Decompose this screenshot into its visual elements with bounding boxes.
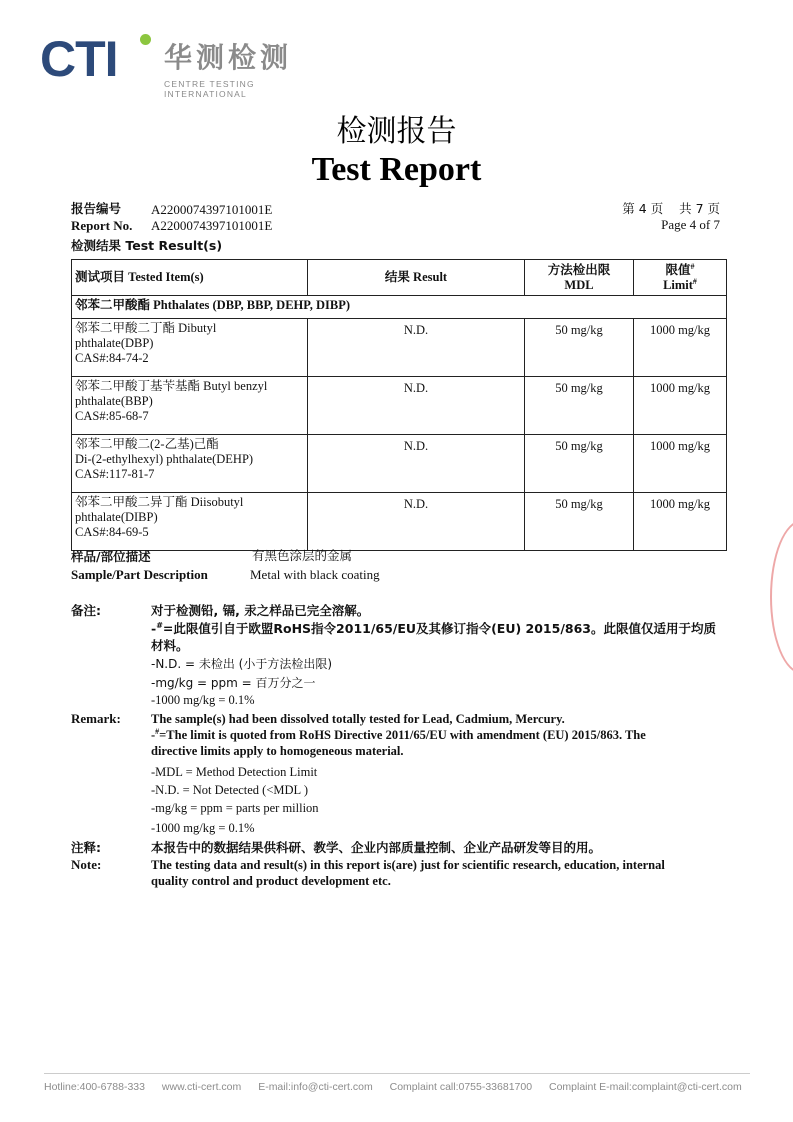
logo-cti-text: CTI xyxy=(40,31,118,87)
remark-label-en: Remark: xyxy=(71,711,121,726)
sample-value-en: Metal with black coating xyxy=(250,567,380,582)
header-limit: 限值# Limit# xyxy=(634,260,727,296)
cell-result: N.D. xyxy=(308,319,525,377)
remark-en-line: The sample(s) had been dissolved totally tested for Lead, Cadmium, Mercury. xyxy=(151,712,565,726)
note-text-cn: 本报告中的数据结果供科研、教学、企业内部质量控制、企业产品研发等目的用。 xyxy=(151,840,602,855)
page-number-cn: 第 4 页 共 7 页 xyxy=(622,201,720,216)
remark-cn-line: 对于检测铅, 镉, 汞之样品已完全溶解。 xyxy=(151,603,370,618)
remark-cn-line: -1000 mg/kg = 0.1% xyxy=(151,693,255,707)
footer xyxy=(44,1081,754,1093)
cell-mdl: 50 mg/kg xyxy=(525,319,634,377)
seal-stamp-edge xyxy=(770,520,793,674)
item-cas: CAS#:84-69-5 xyxy=(75,525,149,539)
header-tested-item: 测试项目 Tested Item(s) xyxy=(72,260,308,296)
footer-divider xyxy=(44,1073,750,1074)
header-limit-cn: 限值 xyxy=(665,262,691,277)
note-label-cn: 注释: xyxy=(71,840,101,855)
cell-item xyxy=(72,377,308,435)
title-english: Test Report xyxy=(311,151,482,188)
cell-limit: 1000 mg/kg xyxy=(634,493,727,551)
remark-cn-line: -N.D. = 未检出 (小于方法检出限) xyxy=(151,657,333,671)
item-cas: CAS#:84-74-2 xyxy=(75,351,149,365)
logo-chinese-name: 华测检测 xyxy=(164,41,293,74)
remark-en-line: -1000 mg/kg = 0.1% xyxy=(151,821,255,835)
item-cas: CAS#:117-81-7 xyxy=(75,467,155,481)
item-line: 邻苯二甲酸二丁酯 Dibutyl xyxy=(75,321,217,335)
table-group-row xyxy=(72,296,727,319)
cell-limit: 1000 mg/kg xyxy=(634,377,727,435)
logo-english-name: CENTRE TESTING INTERNATIONAL xyxy=(164,79,255,99)
cell-item xyxy=(72,435,308,493)
note-label-en: Note: xyxy=(71,857,102,872)
item-line: phthalate(DIBP) xyxy=(75,510,158,524)
logo-dot-icon xyxy=(140,34,151,45)
remark-cn-text: =此限值引自于欧盟RoHS指令2011/65/EU及其修订指令(EU) 2015/863。此限值仅适用于均质 xyxy=(162,621,716,636)
report-no-value-cn: A2200074397101001E xyxy=(151,202,273,217)
cell-item xyxy=(72,319,308,377)
remark-cn-line: -#=此限值引自于欧盟RoHS指令2011/65/EU及其修订指令(EU) 2015/863。此限值仅适用于均质 xyxy=(151,620,716,636)
header-mdl-cn: 方法检出限 xyxy=(547,262,611,277)
note-text-en-line2: quality control and product development etc. xyxy=(151,874,391,888)
item-cas: CAS#:85-68-7 xyxy=(75,409,149,423)
remark-en-line: -MDL = Method Detection Limit xyxy=(151,765,318,779)
page-number-en: Page 4 of 7 xyxy=(661,217,720,232)
title-chinese: 检测报告 xyxy=(336,114,457,149)
item-line: 邻苯二甲酸二异丁酯 Diisobutyl xyxy=(75,495,244,509)
header-mdl xyxy=(525,260,634,296)
remark-en-line: -mg/kg = ppm = parts per million xyxy=(151,801,319,815)
remark-en-text: =The limit is quoted from RoHS Directive 2011/65/EU with amendment (EU) 2015/863. The xyxy=(159,728,646,742)
footer-website[interactable]: www.cti-cert.com xyxy=(161,1081,242,1093)
cell-mdl: 50 mg/kg xyxy=(525,493,634,551)
sample-value-cn: 有黑色涂层的金属 xyxy=(252,548,353,563)
remark-cn-line: 材料。 xyxy=(151,638,189,653)
remark-label-cn: 备注: xyxy=(71,603,101,618)
item-line: 邻苯二甲酸丁基苄基酯 Butyl benzyl xyxy=(75,379,268,393)
remark-en-line: -N.D. = Not Detected (<MDL ) xyxy=(151,783,308,797)
footer-complaint-call: Complaint call:0755-33681700 xyxy=(389,1081,533,1093)
footer-hotline: Hotline:400-6788-333 xyxy=(44,1081,145,1093)
cell-result: N.D. xyxy=(308,435,525,493)
footer-complaint-email[interactable]: Complaint E-mail:complaint@cti-cert.com xyxy=(548,1081,742,1093)
results-table xyxy=(71,259,727,551)
remark-en-line: -#=The limit is quoted from RoHS Directive 2011/65/EU with amendment (EU) 2015/863. The xyxy=(151,726,646,742)
report-no-label-en: Report No. xyxy=(71,218,133,233)
remark-cn-line: -mg/kg = ppm = 百万分之一 xyxy=(151,676,316,690)
cell-limit: 1000 mg/kg xyxy=(634,319,727,377)
test-result-heading: 检测结果 Test Result(s) xyxy=(71,238,223,253)
cell-mdl: 50 mg/kg xyxy=(525,377,634,435)
table-row xyxy=(72,319,727,377)
report-no-label-cn: 报告编号 xyxy=(71,201,122,216)
item-line: phthalate(BBP) xyxy=(75,394,153,408)
cell-item xyxy=(72,493,308,551)
company-logo xyxy=(40,31,300,99)
group-phthalates: 邻苯二甲酸酯 Phthalates (DBP, BBP, DEHP, DIBP) xyxy=(72,296,727,319)
remark-en-line: directive limits apply to homogeneous material. xyxy=(151,744,404,758)
cell-result: N.D. xyxy=(308,493,525,551)
item-line: 邻苯二甲酸二(2-乙基)己酯 xyxy=(75,437,219,451)
cell-mdl: 50 mg/kg xyxy=(525,435,634,493)
cell-limit: 1000 mg/kg xyxy=(634,435,727,493)
header-result: 结果 Result xyxy=(308,260,525,296)
table-row xyxy=(72,435,727,493)
note-text-en-line1: The testing data and result(s) in this report is(are) just for scientific research, education, internal xyxy=(151,858,665,872)
item-line: Di-(2-ethylhexyl) phthalate(DEHP) xyxy=(75,452,254,466)
table-row xyxy=(72,493,727,551)
table-header-row xyxy=(72,260,727,296)
item-line: phthalate(DBP) xyxy=(75,336,154,350)
header-limit-en: Limit xyxy=(663,277,693,292)
sample-label-cn: 样品/部位描述 xyxy=(71,549,151,564)
sample-label-en: Sample/Part Description xyxy=(71,567,208,582)
cell-result: N.D. xyxy=(308,377,525,435)
footer-email[interactable]: E-mail:info@cti-cert.com xyxy=(258,1081,373,1093)
header-mdl-en: MDL xyxy=(564,277,594,292)
report-no-value-en: A2200074397101001E xyxy=(151,218,273,233)
table-row xyxy=(72,377,727,435)
